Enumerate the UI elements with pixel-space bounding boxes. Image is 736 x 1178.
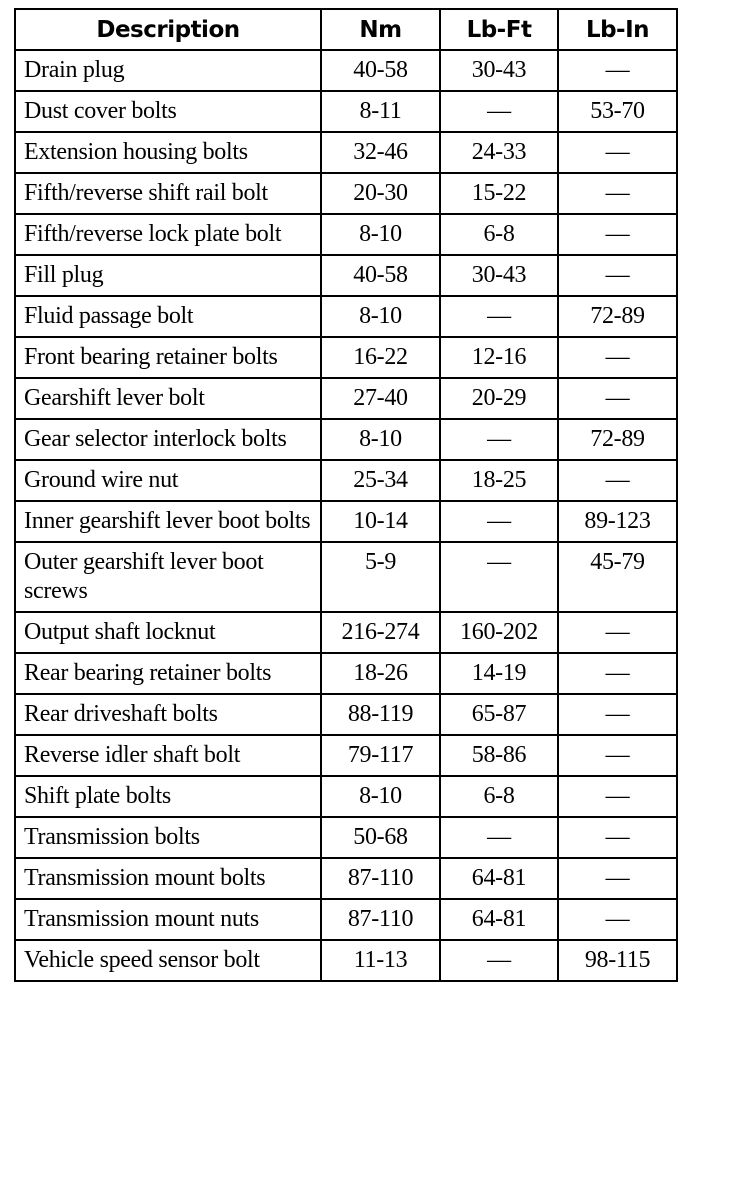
table-row <box>15 612 677 653</box>
table-row <box>15 337 677 378</box>
description-cell: Reverse idler shaft bolt <box>15 735 321 776</box>
lbin-cell: — <box>558 817 677 858</box>
description-cell: Inner gearshift lever boot bolts <box>15 501 321 542</box>
description-cell: Dust cover bolts <box>15 91 321 132</box>
nm-cell: 40-58 <box>321 50 440 91</box>
lbft-cell: 64-81 <box>440 899 558 940</box>
table-row <box>15 542 677 612</box>
lbft-cell: — <box>440 419 558 460</box>
lbft-cell: 20-29 <box>440 378 558 419</box>
description-cell: Gearshift lever bolt <box>15 378 321 419</box>
lbft-cell: 30-43 <box>440 50 558 91</box>
lbin-cell: — <box>558 694 677 735</box>
table-row <box>15 419 677 460</box>
description-cell: Output shaft locknut <box>15 612 321 653</box>
nm-cell: 87-110 <box>321 858 440 899</box>
lbin-cell: — <box>558 899 677 940</box>
lbin-cell: — <box>558 132 677 173</box>
nm-cell: 11-13 <box>321 940 440 981</box>
description-cell: Rear driveshaft bolts <box>15 694 321 735</box>
lbft-cell: — <box>440 940 558 981</box>
lbft-cell: 30-43 <box>440 255 558 296</box>
description-cell: Transmission mount nuts <box>15 899 321 940</box>
lbin-cell: — <box>558 858 677 899</box>
nm-cell: 50-68 <box>321 817 440 858</box>
description-cell: Rear bearing retainer bolts <box>15 653 321 694</box>
lbft-cell: 24-33 <box>440 132 558 173</box>
table-row <box>15 255 677 296</box>
lbin-cell: — <box>558 653 677 694</box>
header-lbin: Lb-In <box>558 9 677 50</box>
nm-cell: 20-30 <box>321 173 440 214</box>
description-cell: Fill plug <box>15 255 321 296</box>
lbin-cell: — <box>558 337 677 378</box>
lbft-cell: 65-87 <box>440 694 558 735</box>
nm-cell: 25-34 <box>321 460 440 501</box>
description-cell: Gear selector interlock bolts <box>15 419 321 460</box>
description-cell: Fifth/reverse lock plate bolt <box>15 214 321 255</box>
description-cell: Vehicle speed sensor bolt <box>15 940 321 981</box>
description-cell: Front bearing retainer bolts <box>15 337 321 378</box>
nm-cell: 18-26 <box>321 653 440 694</box>
nm-cell: 8-10 <box>321 776 440 817</box>
description-cell: Fifth/reverse shift rail bolt <box>15 173 321 214</box>
lbft-cell: 6-8 <box>440 776 558 817</box>
lbft-cell: 18-25 <box>440 460 558 501</box>
nm-cell: 8-10 <box>321 296 440 337</box>
torque-spec-table <box>14 8 678 982</box>
nm-cell: 88-119 <box>321 694 440 735</box>
table-row <box>15 91 677 132</box>
table-row <box>15 817 677 858</box>
nm-cell: 87-110 <box>321 899 440 940</box>
nm-cell: 32-46 <box>321 132 440 173</box>
lbft-cell: 58-86 <box>440 735 558 776</box>
lbin-cell: 98-115 <box>558 940 677 981</box>
table-row <box>15 858 677 899</box>
description-cell: Drain plug <box>15 50 321 91</box>
lbin-cell: 53-70 <box>558 91 677 132</box>
nm-cell: 5-9 <box>321 542 440 612</box>
lbin-cell: — <box>558 735 677 776</box>
lbft-cell: — <box>440 91 558 132</box>
table-row <box>15 694 677 735</box>
table-row <box>15 378 677 419</box>
lbin-cell: — <box>558 460 677 501</box>
header-nm: Nm <box>321 9 440 50</box>
description-cell: Shift plate bolts <box>15 776 321 817</box>
header-row <box>15 9 677 50</box>
lbft-cell: — <box>440 817 558 858</box>
lbft-cell: 15-22 <box>440 173 558 214</box>
nm-cell: 8-10 <box>321 419 440 460</box>
description-cell: Extension housing bolts <box>15 132 321 173</box>
lbft-cell: — <box>440 501 558 542</box>
lbft-cell: 14-19 <box>440 653 558 694</box>
lbft-cell: 160-202 <box>440 612 558 653</box>
lbin-cell: 45-79 <box>558 542 677 612</box>
description-cell: Ground wire nut <box>15 460 321 501</box>
lbft-cell: 12-16 <box>440 337 558 378</box>
lbin-cell: — <box>558 378 677 419</box>
nm-cell: 40-58 <box>321 255 440 296</box>
nm-cell: 79-117 <box>321 735 440 776</box>
header-description: Description <box>15 9 321 50</box>
lbin-cell: — <box>558 776 677 817</box>
lbft-cell: 64-81 <box>440 858 558 899</box>
description-cell: Outer gearshift lever boot screws <box>15 542 321 612</box>
lbin-cell: 72-89 <box>558 296 677 337</box>
lbft-cell: 6-8 <box>440 214 558 255</box>
lbin-cell: 72-89 <box>558 419 677 460</box>
lbin-cell: — <box>558 50 677 91</box>
nm-cell: 216-274 <box>321 612 440 653</box>
table-row <box>15 460 677 501</box>
lbin-cell: — <box>558 173 677 214</box>
lbin-cell: 89-123 <box>558 501 677 542</box>
table-row <box>15 776 677 817</box>
lbin-cell: — <box>558 214 677 255</box>
nm-cell: 10-14 <box>321 501 440 542</box>
lbft-cell: — <box>440 296 558 337</box>
table-row <box>15 653 677 694</box>
table-row <box>15 940 677 981</box>
table-row <box>15 173 677 214</box>
table-row <box>15 296 677 337</box>
lbin-cell: — <box>558 255 677 296</box>
header-lbft: Lb-Ft <box>440 9 558 50</box>
description-cell: Transmission bolts <box>15 817 321 858</box>
table-row <box>15 214 677 255</box>
nm-cell: 27-40 <box>321 378 440 419</box>
nm-cell: 16-22 <box>321 337 440 378</box>
table-body <box>15 50 677 981</box>
description-cell: Fluid passage bolt <box>15 296 321 337</box>
description-cell: Transmission mount bolts <box>15 858 321 899</box>
table-row <box>15 132 677 173</box>
table-row <box>15 899 677 940</box>
nm-cell: 8-11 <box>321 91 440 132</box>
table-row <box>15 735 677 776</box>
table-row <box>15 50 677 91</box>
lbin-cell: — <box>558 612 677 653</box>
nm-cell: 8-10 <box>321 214 440 255</box>
table-row <box>15 501 677 542</box>
lbft-cell: — <box>440 542 558 612</box>
